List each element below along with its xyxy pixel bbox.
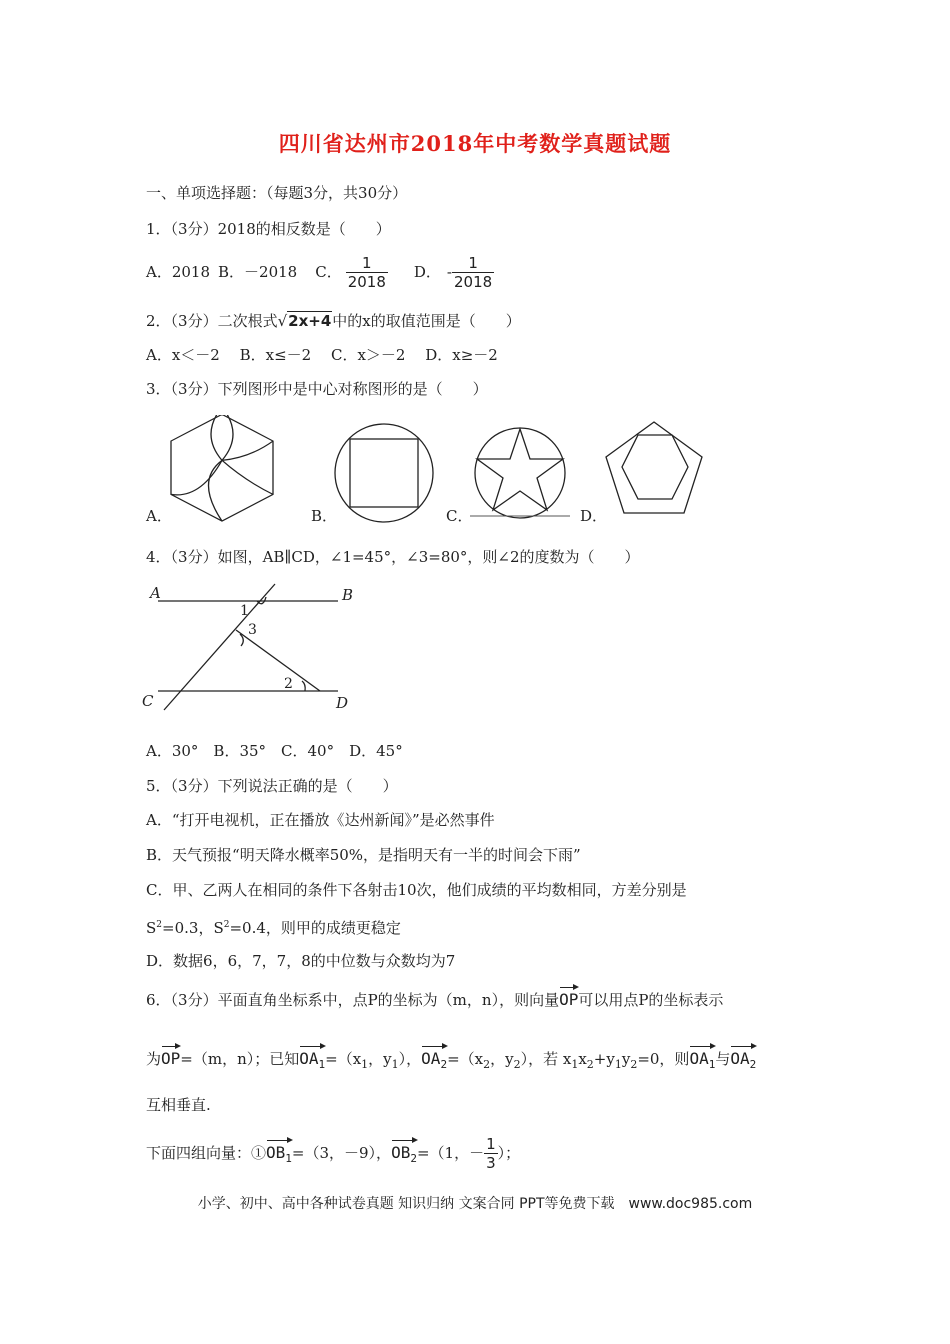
vector-oa2: $OA_2$	[730, 1043, 756, 1075]
question-6-line3: 互相垂直.	[146, 1096, 211, 1114]
fig4-label-c: C	[142, 692, 154, 710]
question-3-stem: 3．（3分）下列图形中是中心对称图形的是（ ）	[146, 380, 488, 398]
figure-b-label: B．	[311, 507, 338, 525]
question-1-stem: 1．（3分）2018的相反数是（ ）	[146, 220, 391, 238]
vector-ob2: $OB_2$	[391, 1137, 417, 1169]
fig4-angle-1: 1	[240, 603, 249, 619]
question-1-options	[146, 252, 494, 292]
figure-d-pentagon-hexagon	[606, 422, 702, 513]
fig4-angle-2: 2	[284, 676, 293, 692]
fig4-label-a: A	[150, 584, 161, 602]
q1-option-d: D．	[413, 263, 441, 281]
vector-op: OP	[161, 1043, 180, 1069]
q5-option-c-line2: $S^2=0.3$，$S^2=0.4$，则甲的成绩更稳定	[146, 919, 401, 937]
vector-oa1: $OA_1$	[689, 1043, 715, 1075]
question-6-line4: 下面四组向量：① $OB_1$ =（3，－9）， $OB_2$ =（1， － $\frac{1}{3}$ ）；	[146, 1134, 521, 1172]
vector-ob1: $OB_1$	[266, 1137, 292, 1169]
radical-expression: √2x+4	[277, 312, 332, 330]
q1-option-a: A．2018	[146, 263, 211, 281]
question-2-stem: 2．（3分）二次根式√2x+4中的x的取值范围是（ ）	[146, 312, 521, 330]
q1-option-c: C．	[315, 263, 342, 281]
fig4-label-d: D	[336, 694, 349, 712]
q5-option-a: A．“打开电视机，正在播放《达州新闻》”是必然事件	[146, 811, 495, 829]
vector-oa1: $OA_1$	[299, 1043, 325, 1075]
q5-option-b: B．天气预报“明天降水概率50%，是指明天有一半的时间会下雨”	[146, 846, 581, 864]
question-4-options: A．30° B．35° C．40° D．45°	[146, 742, 403, 760]
page-title: 四川省达州市2018年中考数学真题试题	[278, 131, 672, 156]
q1-option-c-fraction: $\frac{1}{2018}$	[347, 253, 386, 291]
footer-text: 小学、初中、高中各种试卷真题 知识归纳 文案合同 PPT等免费下载 www.doc985.com	[197, 1196, 753, 1212]
fig4-label-b: B	[342, 586, 354, 604]
figure-b-circle-square	[335, 424, 433, 522]
figure-c-label: C．	[446, 507, 473, 525]
vector-op: OP	[559, 984, 578, 1010]
figure-a-label: A．	[146, 507, 172, 525]
question-5-stem: 5．（3分）下列说法正确的是（ ）	[146, 777, 398, 795]
q1-option-d-minus: -	[446, 263, 452, 281]
vector-oa2: $OA_2$	[421, 1043, 447, 1075]
fig4-angle-3: 3	[248, 622, 257, 638]
figure-a-hexagon	[171, 415, 273, 521]
q1-option-d-fraction: $\frac{1}{2018}$	[454, 253, 493, 291]
q1-option-b: B．－2018	[218, 263, 298, 281]
question-3-figures	[140, 415, 740, 530]
question-6-line2: 为OP=（m，n）；已知$OA_1=(x_1$，$y_1$），$OA_2=(x_2$，$y_2$），若 $x_1x_2+y_1y_2=0$，则$OA_1$与$OA_2$	[146, 1043, 756, 1075]
q6-fraction-one-third: $\frac{1}{3}$	[486, 1134, 496, 1172]
question-2-options: A．x＜－2 B．x≤－2 C．x＞－2 D．x≥－2	[146, 346, 498, 364]
question-6-line1: 6．（3分）平面直角坐标系中，点P的坐标为（m，n），则向量OP可以用点P的坐标表示	[146, 984, 723, 1010]
q5-option-c-line1: C．甲、乙两人在相同的条件下各射击10次，他们成绩的平均数相同，方差分别是	[146, 881, 687, 899]
figure-d-label: D．	[580, 507, 608, 525]
figure-c-circle-star	[475, 428, 565, 518]
section-heading: 一、单项选择题：（每题3分，共30分）	[146, 184, 408, 202]
question-4-stem: 4．（3分）如图，AB∥CD，∠1=45°，∠3=80°，则∠2的度数为（ ）	[146, 548, 640, 566]
q5-option-d: D．数据6，6，7，7，8的中位数与众数均为7	[146, 952, 456, 970]
